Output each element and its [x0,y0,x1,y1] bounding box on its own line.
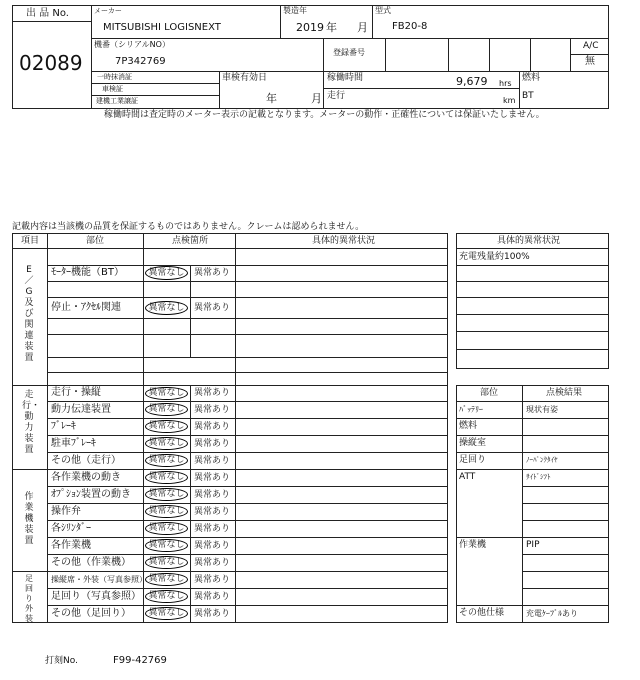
maker-label: メーカー [94,7,122,15]
model-label: 型式 [375,6,391,15]
disclaimer: 記載内容は当該機の品質を保証するものではありません。クレームは認められません。 [12,222,365,232]
other-spec-value: 充電ｹｰﾌﾞﾙあり [526,609,578,618]
row-part: 各ｼﾘﾝﾀﾞｰ [51,523,91,534]
check-ok[interactable]: 異常なし [145,420,188,433]
check-ng[interactable]: 異常あり [194,473,231,483]
check-ok[interactable]: 異常なし [145,471,188,484]
check-ng[interactable]: 異常あり [194,558,231,568]
att-value: ｻｲﾄﾞｼﾌﾄ [526,473,551,481]
check-ok[interactable]: 異常なし [145,403,188,416]
year-value: 2019 [296,21,324,34]
row-part: ﾌﾞﾚｰｷ [51,421,76,432]
check-ok[interactable]: 異常なし [145,573,188,586]
row-part: 動力伝達装置 [51,404,111,415]
check-ng[interactable]: 異常あり [194,456,231,466]
check-ok[interactable]: 異常なし [145,437,188,450]
group-engine: E／G及び関連装置 [24,265,34,363]
item-no-label: 出 品 No. [26,8,69,19]
group-foot: 足回り外装 [25,574,33,623]
col-check-header: 点検箇所 [172,236,209,246]
model-value: FB20-8 [392,21,428,32]
serial-value: 7P342769 [115,56,166,67]
year-label: 製造年 [283,6,307,15]
fuel-result-label: 燃料 [459,421,478,431]
check-ng[interactable]: 異常あり [194,439,231,449]
inspection-year-unit: 年 [266,92,277,105]
row-part: ｵﾌﾟｼｮﾝ装置の動き [51,489,131,500]
check-ng[interactable]: 異常あり [194,575,231,585]
item-no: 02089 [19,51,83,75]
row-part: その他（足回り） [51,608,131,619]
hours-value: 9,679 [456,75,488,88]
inspection-month-unit: 月 [311,92,322,105]
hours-unit: hrs [499,79,512,88]
battery-label: ﾊﾞｯﾃﾘｰ [459,405,483,414]
check-ng[interactable]: 異常あり [194,490,231,500]
year-unit: 年 [326,21,337,34]
other-spec-label: その他仕様 [459,608,505,618]
row-part: 各作業機の動き [51,472,121,483]
check-ok[interactable]: 異常なし [145,590,188,603]
group-travel: 走行・動力装置 [22,390,41,455]
stamp-value: F99-42769 [113,655,167,666]
distance-label: 走行 [327,91,346,101]
stamp-label: 打刻No. [45,656,78,666]
ac-value: 無 [585,56,595,67]
check-ng[interactable]: 異常あり [194,609,231,619]
check-ok[interactable]: 異常なし [145,266,188,280]
row-part: その他（走行） [51,455,121,466]
col-part-header: 部位 [86,236,105,246]
foot-label: 足回り [459,455,487,465]
check-ng[interactable]: 異常あり [194,541,231,551]
check-ng[interactable]: 異常あり [194,303,231,313]
distance-unit: km [503,96,516,105]
maker-value: MITSUBISHI LOGISNEXT [103,22,221,33]
row-part: 操作弁 [51,506,81,517]
check-ok[interactable]: 異常なし [145,607,188,620]
check-ng[interactable]: 異常あり [194,388,231,398]
right-detail-line1: 充電残量約100% [459,252,530,262]
row-part: その他（作業機） [51,557,131,568]
check-ng[interactable]: 異常あり [194,268,231,278]
row-part: 操縦席・外装（写真参照） [51,575,147,584]
cabin-label: 操縦室 [459,438,487,448]
fuel-label: 燃料 [522,73,541,83]
right-detail-header: 具体的異常状況 [497,236,561,246]
cert-temp-label: 一時抹消証 [97,73,132,81]
check-ok[interactable]: 異常なし [145,539,188,552]
row-part: ﾓｰﾀｰ機能（BT） [51,267,124,278]
check-ok[interactable]: 異常なし [145,505,188,518]
att-label: ATT [459,472,476,482]
cert-machine-label: 建機工業譲証 [96,97,138,105]
row-part: 各作業機 [51,540,91,551]
month-unit: 月 [357,21,368,34]
row-part: 停止・ｱｸｾﾙ関連 [51,302,121,313]
check-ng[interactable]: 異常あり [194,405,231,415]
results-col-result: 点検結果 [546,388,583,398]
cert-vehicle-label: 車検証 [102,85,123,93]
work-result-label: 作業機 [459,540,487,550]
hours-note: 稼働時間は査定時のメーター表示の記載となります。メーターの動作・正確性については保証いたしません。 [104,110,545,120]
ac-label: A/C [583,41,599,51]
check-ng[interactable]: 異常あり [194,592,231,602]
row-part: 走行・操縦 [51,387,101,398]
col-detail-header: 具体的異常状況 [312,236,376,246]
check-ok[interactable]: 異常なし [145,387,188,400]
hours-label: 稼働時間 [327,73,364,83]
serial-label: 機番（シリアルNO） [94,40,170,49]
check-ok[interactable]: 異常なし [145,556,188,569]
battery-value: 現状有姿 [526,405,558,414]
col-item-header: 項目 [21,236,40,246]
check-ng[interactable]: 異常あり [194,507,231,517]
results-col-part: 部位 [480,388,499,398]
inspection-label: 車検有効日 [222,73,268,83]
row-part: 足回り（写真参照） [51,591,141,602]
check-ok[interactable]: 異常なし [145,522,188,535]
foot-value: ﾉｰﾊﾟﾝｸﾀｲﾔ [526,456,558,464]
group-work: 作業機装置 [24,492,34,546]
check-ok[interactable]: 異常なし [145,301,188,315]
row-part: 駐車ﾌﾞﾚｰｷ [51,438,96,449]
fuel-value: BT [522,91,534,101]
check-ok[interactable]: 異常なし [145,488,188,501]
work-result-value: PIP [526,540,540,550]
check-ng[interactable]: 異常あり [194,422,231,432]
reg-label: 登録番号 [333,48,365,57]
check-ng[interactable]: 異常あり [194,524,231,534]
check-ok[interactable]: 異常なし [145,454,188,467]
